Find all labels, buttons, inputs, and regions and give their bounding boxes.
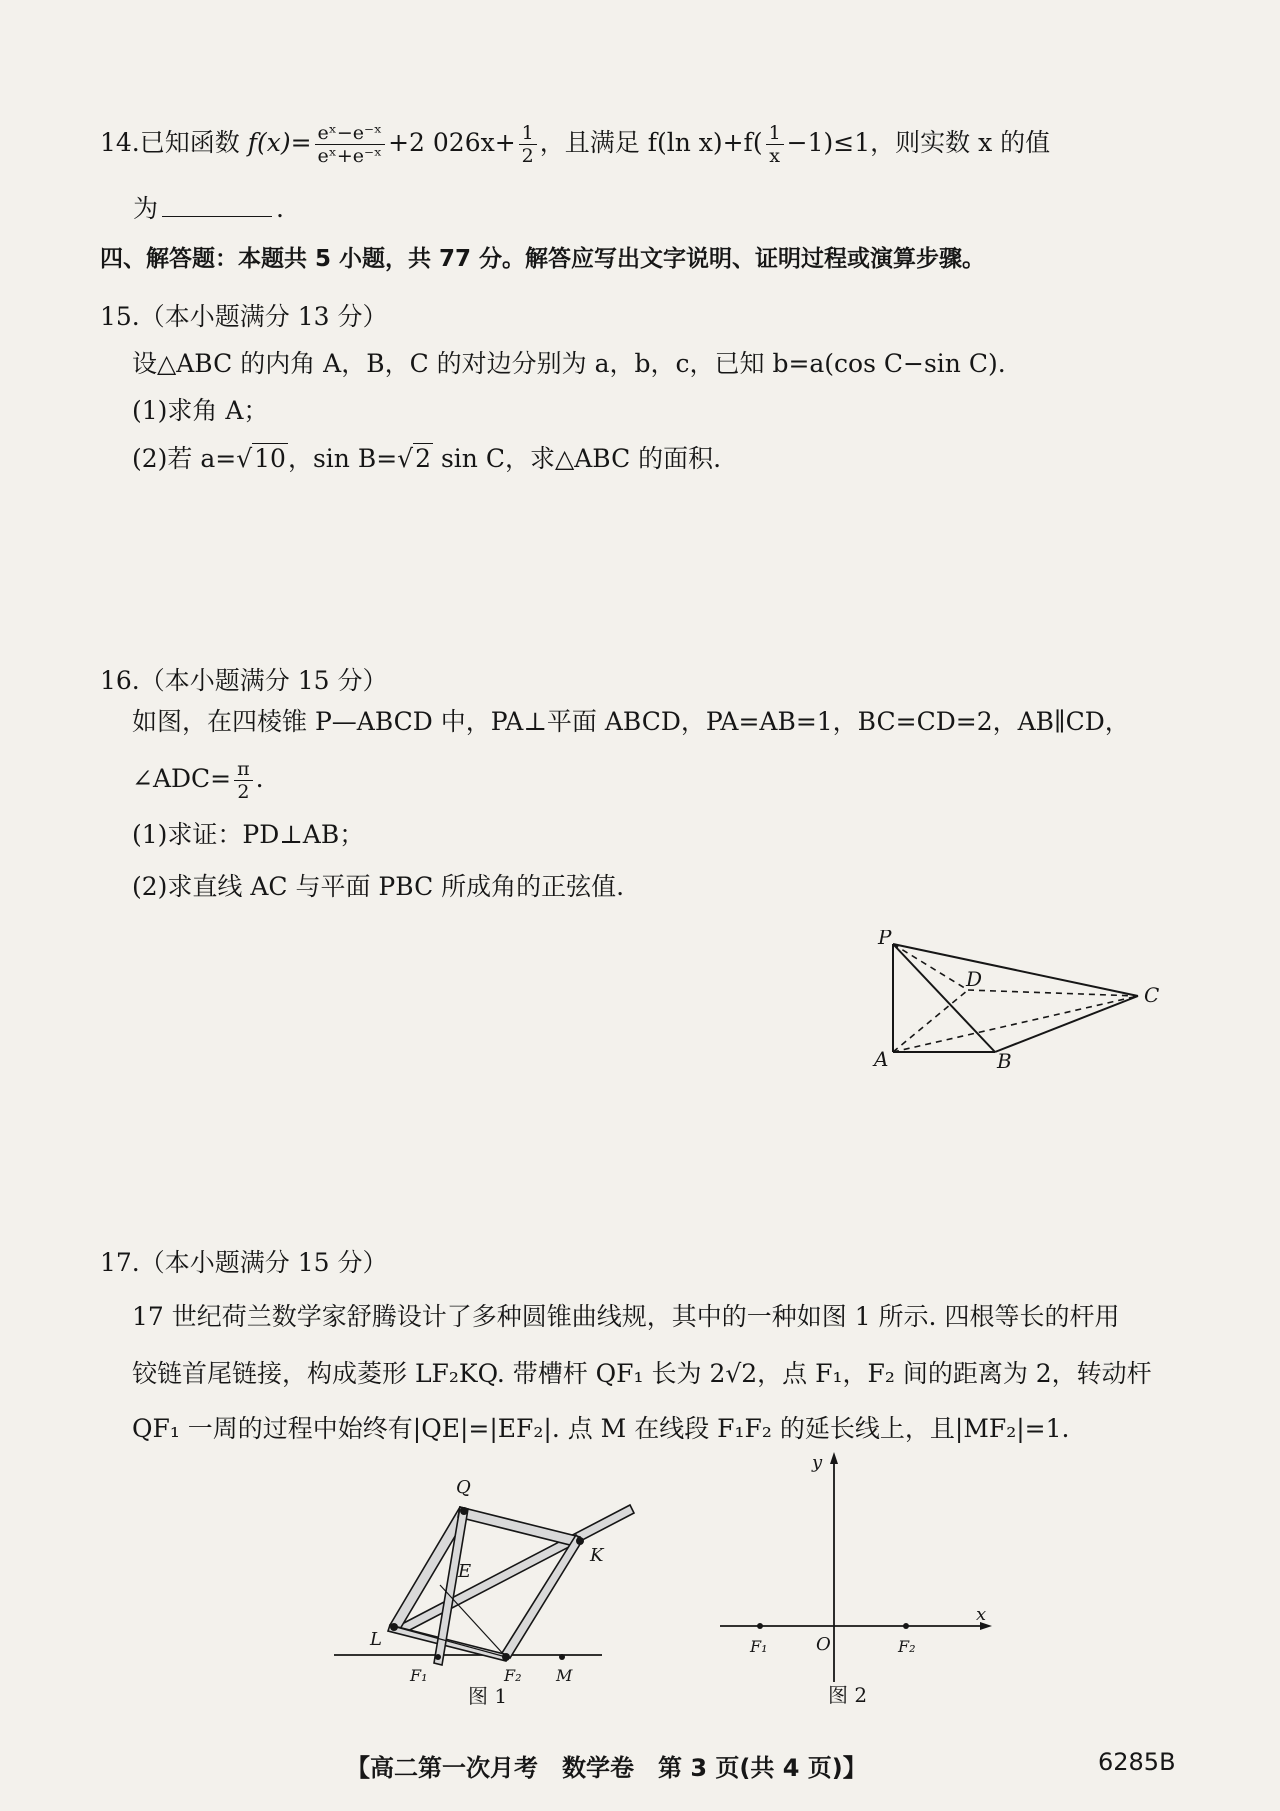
fig1-label-L: L xyxy=(370,1629,382,1650)
joint-K xyxy=(576,1537,584,1545)
q16-angle: ∠ADC= $\frac{\pi}{2}$ . xyxy=(132,758,264,803)
fig2-label-F2: F₂ xyxy=(898,1637,916,1656)
fig1-label-Q: Q xyxy=(456,1477,471,1498)
pyramid-figure xyxy=(860,930,1190,1070)
label-C: C xyxy=(1144,983,1160,1007)
fig1-label-M: M xyxy=(556,1666,573,1685)
label-A: A xyxy=(874,1047,889,1070)
edge-PB xyxy=(893,944,995,1052)
y-axis-arrow xyxy=(830,1452,838,1464)
q16-body: 如图，在四棱锥 P—ABCD 中，PA⊥平面 ABCD，PA=AB=1，BC=CD=2，AB∥CD， xyxy=(132,707,1130,736)
footer-code: 6285B xyxy=(1098,1748,1176,1776)
joint-L xyxy=(390,1623,398,1631)
fig1-label-F1: F₁ xyxy=(410,1666,428,1685)
joint-Q xyxy=(460,1507,468,1515)
q14-answer-blank[interactable] xyxy=(162,192,272,217)
q16-frac-pi-half: $\frac{\pi}{2}$ xyxy=(234,758,253,803)
string-LF2 xyxy=(396,1627,506,1657)
fig2-label-O: O xyxy=(816,1634,831,1655)
fig2-label-F1: F₁ xyxy=(750,1637,768,1656)
fig2-point-F2 xyxy=(903,1623,909,1629)
q14-line2: 为 . xyxy=(133,194,284,223)
fig1-label-F2: F₂ xyxy=(504,1666,522,1685)
q14-frac-half: $\frac{1}{2}$ xyxy=(519,122,537,167)
conic-compass-figure xyxy=(330,1465,660,1705)
label-P: P xyxy=(878,930,892,949)
fig2-caption: 图 2 xyxy=(828,1683,868,1705)
footer-page-info: 【高二第一次月考 数学卷 第 3 页(共 4 页)】 xyxy=(346,1754,867,1782)
q15-part1: (1)求角 A； xyxy=(132,396,269,425)
fig1-caption: 图 1 xyxy=(468,1684,508,1705)
coordinate-axes-figure xyxy=(710,1450,1010,1705)
point-M xyxy=(559,1654,565,1660)
joint-F2 xyxy=(502,1653,510,1661)
q14-frac-exp: $\frac{\text{eˣ−e⁻ˣ}}{\text{eˣ+e⁻ˣ}}$ xyxy=(315,122,386,167)
q16-part2: (2)求直线 AC 与平面 PBC 所成角的正弦值. xyxy=(132,872,625,901)
q14-frac-inv-x: $\frac{1}{x}$ xyxy=(766,122,784,167)
q16-part1: (1)求证：PD⊥AB； xyxy=(132,820,365,849)
edge-PC xyxy=(893,944,1138,996)
fig2-label-x: x xyxy=(976,1604,987,1625)
q17-line1: 17 世纪荷兰数学家舒腾设计了多种圆锥曲线规，其中的一种如图 1 所示. 四根等长的杆用 xyxy=(132,1302,1120,1331)
point-F1 xyxy=(435,1654,441,1660)
q15-body: 设△ABC 的内角 A，B，C 的对边分别为 a，b，c，已知 b=a(cos C−sin C). xyxy=(132,349,1006,378)
q14-line1: 14.已知函数 f(x)= $\frac{\text{eˣ−e⁻ˣ}}{\text{eˣ+e⁻ˣ}}$ +2 026x+ $\frac{1}{2}$ ，且满足 f(ln x)+f( $\frac{1}{x}$ −1)≤1，则实数 x 的值 xyxy=(100,122,1051,167)
q15-header: 15.（本小题满分 13 分） xyxy=(100,302,388,331)
fig1-label-E: E xyxy=(458,1561,472,1582)
fig2-point-F1 xyxy=(757,1623,763,1629)
q15-part2: (2)若 a=√10，sin B=√2 sin C，求△ABC 的面积. xyxy=(132,444,722,473)
label-B: B xyxy=(997,1049,1012,1070)
section4-heading: 四、解答题：本题共 5 小题，共 77 分。解答应写出文字说明、证明过程或演算步骤。 xyxy=(100,246,986,272)
fig1-label-K: K xyxy=(590,1545,604,1566)
fig2-label-y: y xyxy=(812,1452,823,1473)
label-D: D xyxy=(966,967,983,991)
rod-QK xyxy=(458,1507,580,1547)
q17-line3: QF₁ 一周的过程中始终有|QE|=|EF₂|. 点 M 在线段 F₁F₂ 的延长线上，且|MF₂|=1. xyxy=(132,1414,1070,1443)
q17-line2: 铰链首尾链接，构成菱形 LF₂KQ. 带槽杆 QF₁ 长为 2√2，点 F₁，F₂ 间的距离为 2，转动杆 xyxy=(132,1359,1152,1388)
q17-header: 17.（本小题满分 15 分） xyxy=(100,1248,388,1277)
q16-header: 16.（本小题满分 15 分） xyxy=(100,666,388,695)
